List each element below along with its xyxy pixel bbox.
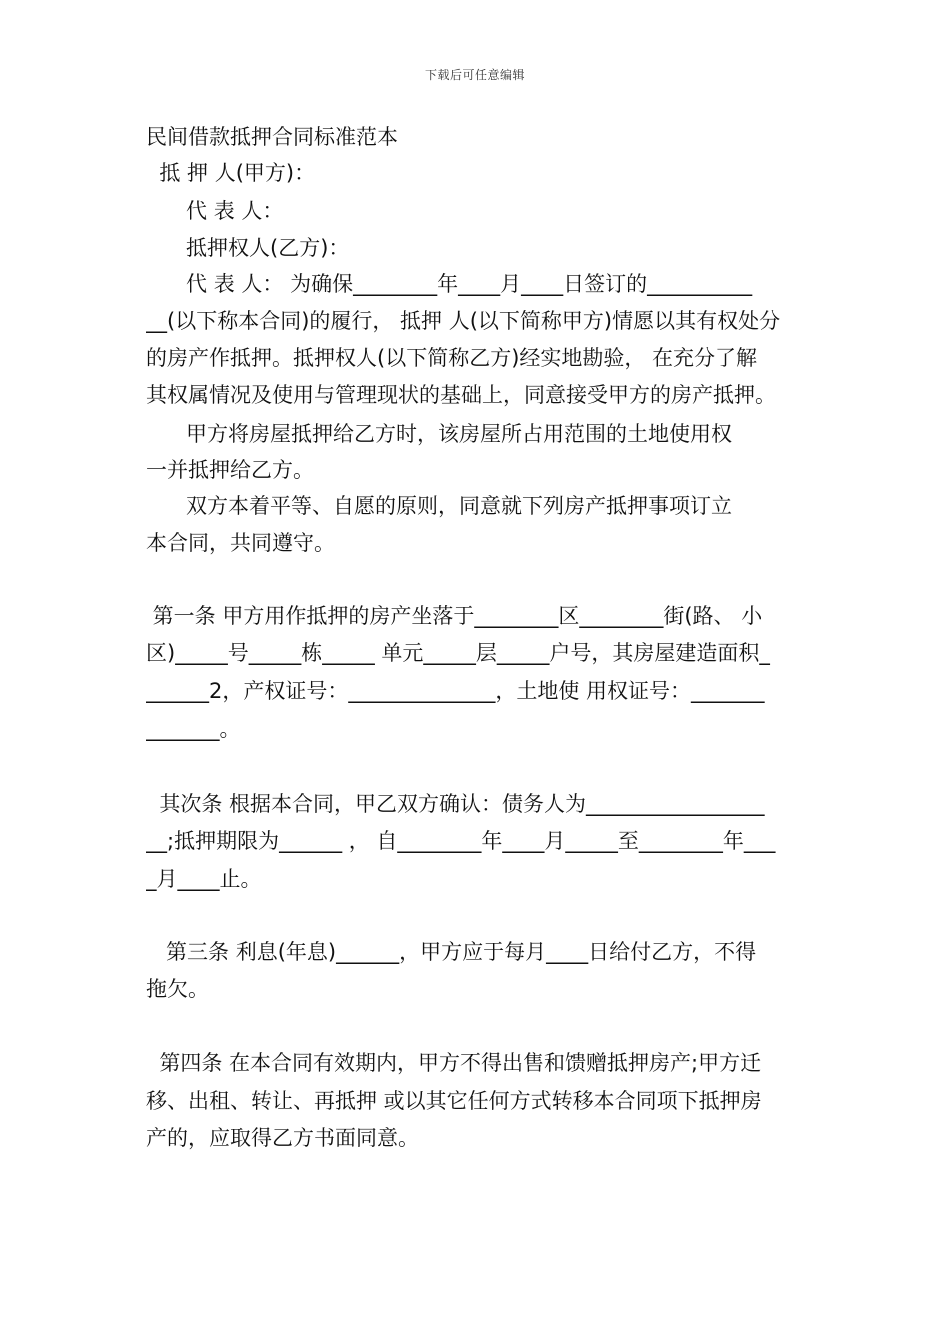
paragraph-line: 拖欠。 [146, 977, 209, 1001]
paragraph-line: 第一条 甲方用作抵押的房产坐落于________区________街(路、 小 [146, 604, 763, 628]
paragraph-line: 代 表 人： 为确保________年____月____日签订的__________ [146, 272, 753, 296]
paragraph-line: 本合同，共同遵守。 [146, 531, 335, 555]
paragraph-line: ______2，产权证号：______________，土地使 用权证号：_______ [146, 679, 765, 703]
paragraph-line: 产的，应取得乙方书面同意。 [146, 1126, 419, 1150]
paragraph-line: 代 表 人： [146, 199, 284, 223]
paragraph-line: 其权属情况及使用与管理现状的基础上，同意接受甲方的房产抵押。 [146, 383, 776, 407]
paragraph-line: 第三条 利息(年息)______，甲方应于每月____日给付乙方，不得 [146, 940, 757, 964]
paragraph-line: 移、出租、转让、再抵押 或以其它任何方式转移本合同项下抵押房 [146, 1089, 762, 1113]
paragraph-line: 的房产作抵押。抵押权人(以下简称乙方)经实地勘验， 在充分了解 [146, 346, 758, 370]
paragraph-line: 抵押权人(乙方)： [146, 236, 350, 260]
document-title: 民间借款抵押合同标准范本 [146, 125, 398, 149]
paragraph-line: 甲方将房屋抵押给乙方时，该房屋所占用范围的土地使用权 [146, 422, 733, 446]
header-note: 下载后可任意编辑 [424, 68, 525, 82]
paragraph-line: _______。 [146, 717, 241, 741]
paragraph-line: 其次条 根据本合同，甲乙双方确认：债务人为_________________ [146, 792, 765, 816]
paragraph-line: __(以下称本合同)的履行， 抵押 人(以下简称甲方)情愿以其有权处分 [146, 309, 781, 333]
paragraph-line: __;抵押期限为______ ， 自________年____月_____至________年___ [146, 829, 776, 853]
paragraph-line: 第四条 在本合同有效期内，甲方不得出售和馈赠抵押房产;甲方迁 [146, 1051, 762, 1075]
paragraph-line: 抵 押 人(甲方)： [146, 161, 316, 185]
paragraph-line: 区)_____号_____栋_____ 单元_____层_____户号，其房屋建造面积_ [146, 641, 770, 665]
paragraph-line: 双方本着平等、自愿的原则，同意就下列房产抵押事项订立 [146, 494, 733, 518]
paragraph-line: 一并抵押给乙方。 [146, 458, 314, 482]
paragraph-line: _月____止。 [146, 867, 262, 891]
